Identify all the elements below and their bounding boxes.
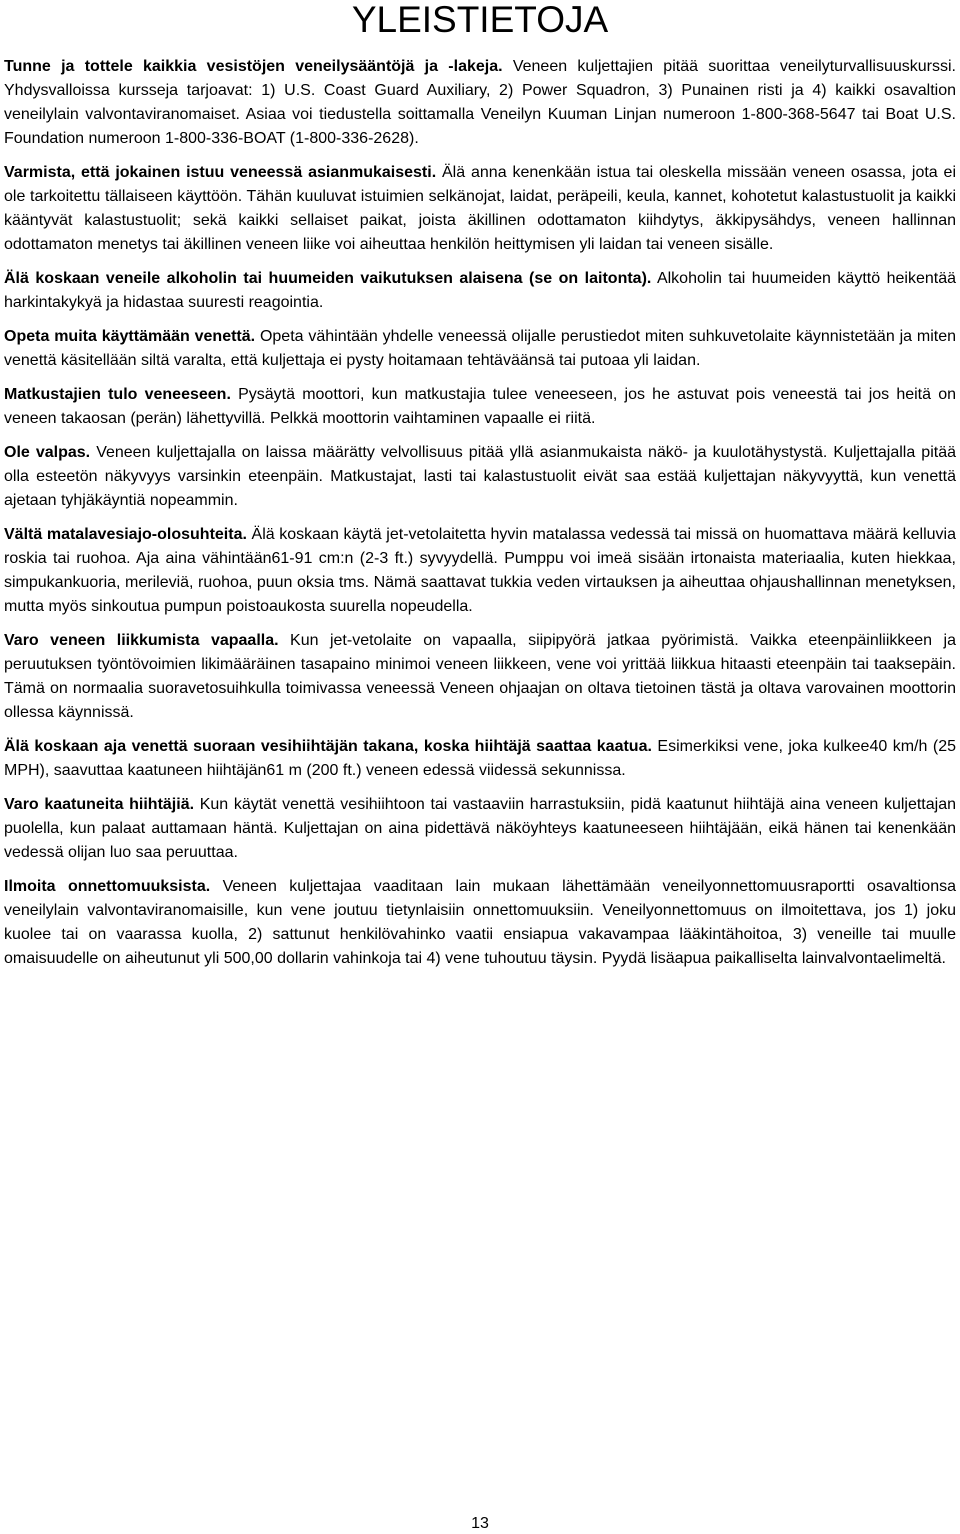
paragraph-lead: Ole valpas. [4,444,91,461]
paragraph-lead: Tunne ja tottele kaikkia vesistöjen veneilysääntöjä ja -lakeja. [4,58,503,75]
paragraph-shallow-water [4,523,956,619]
paragraph-body: Opeta vähintään yhdelle veneessä olijalle perustiedot miten suhkuvetolaite käynnistetään ja miten venettä käsitellään siltä varalta, että kuljettaja ei pysty hoitamaan tehtäväänsä tai putoaa yli laidan. [4,328,956,369]
paragraph-body: Veneen kuljettajien pitää suorittaa veneilyturvallisuuskurssi. Yhdysvalloissa kursseja tarjoavat: 1) U.S. Coast Guard Auxiliary, 2) Power Squadron, 3) Punainen risti ja 4) kaikki osavaltion veneilylain valvontaviranomaiset. Asiaa voi tiedustella soittamalla Veneilyn Kuuman Linjan numeroon 1-800-368-5647 tai Boat U.S. Foundation numeroon 1-800-336-BOAT (1-800-336-2628). [4,58,956,147]
paragraph-skier-behind [4,735,956,783]
page-title: YLEISTIETOJA [351,0,609,40]
paragraph-body: Pysäytä moottori, kun matkustajia tulee veneeseen, jos he astuvat pois veneestä tai jos heitä on veneen takaosan (perän) lähettyvillä. Pelkkä moottorin vaihtaminen vapaalle ei riitä. [4,386,957,427]
paragraph-body: Veneen kuljettajalla on laissa määrätty velvollisuus pitää yllä asianmukaista näkö- ja kuulotähystystä. Kuljettajalla pitää olla esteetön näkyvyys varsinkin eteenpäin. Matkustajat, lasti tai kalastustuolit eivät saa estää kuljettajan näkyvyyttä, kun venettä ajetaan tyhjäkäyntiä nopeammin. [4,444,956,509]
paragraph-lead: Älä koskaan veneile alkoholin tai huumeiden vaikutuksen alaisena (se on laitonta). [4,270,652,287]
paragraph-teach-others [4,325,956,373]
paragraph-lead: Vältä matalavesiajo-olosuhteita. [4,526,247,543]
paragraph-boarding [4,383,956,431]
paragraph-body: Älä anna kenenkään istua tai oleskella missään veneen osassa, jota ei ole tarkoitettu tällaiseen käyttöön. Tähän kuuluvat istuimien selkänojat, laidat, peräpeili, keula, kannet, kohotetut kalastustuolit ja kaikki kääntyvät kalastustuolit; sekä kaikki sellaiset paikat, joista äkillinen odottamaton kiihdytys, äkkipysähdys, veneen hallinnan odottamaton menetys tai äkillinen veneen liike voi aiheuttaa henkilön heittymisen yli laidan tai veneen sisälle. [4,164,956,253]
paragraph-alcohol [4,267,956,315]
document-body [4,55,956,981]
page-number: 13 [471,1515,489,1532]
paragraph-lead: Opeta muita käyttämään venettä. [4,328,256,345]
paragraph-be-alert [4,441,956,513]
paragraph-body: Alkoholin tai huumeiden käyttö heikentää harkintakykyä ja hidastaa suuresti reagointia. [4,270,957,311]
paragraph-boating-laws [4,55,956,151]
paragraph-lead: Älä koskaan aja venettä suoraan vesihiihtäjän takana, koska hiihtäjä saattaa kaatua. [4,738,652,755]
paragraph-lead: Varmista, että jokainen istuu veneessä asianmukaisesti. [4,164,437,181]
paragraph-body: Kun jet-vetolaite on vapaalla, siipipyörä jatkaa pyörimistä. Vaikka eteenpäinliikkeen ja peruutuksen työntövoimien likimääräinen tasapaino minimoi veneen liikkeen, vene voi yrittää liikkua hitaasti eteenpäin tai taaksepäin. Tämä on normaalia suoravetosuihkulla toimivassa veneessä Veneen ohjaajan on oltava tietoinen tästä ja oltava varovainen moottorin ollessa käynnissä. [4,632,957,721]
paragraph-body: Älä koskaan käytä jet-vetolaitetta hyvin matalassa vedessä tai missä on huomattava määrä kelluvia roskia tai ruohoa. Aja aina vähintään61-91 cm:n (2-3 ft.) syvyydellä. Pumppu voi imeä sisään irtonaista materiaalia, kuten hiekkaa, simpukankuoria, merileviä, ruohoa, puun oksia tms. Nämä saattavat tukkia veden virtauksen ja aiheuttaa ohjaushallinnan menetyksen, mutta myös sinkoutua pumpun poistoaukosta suurella nopeudella. [4,526,957,615]
paragraph-body: Kun käytät venettä vesihiihtoon tai vastaaviin harrastuksiin, pidä kaatunut hiihtäjä aina veneen kuljettajan puolella, kun palaat auttamaan häntä. Kuljettajan on aina pidettävä näköyhteys kaatuneeseen hiihtäjään, eikä hänen tai kenenkään vedessä olijan luo saa peruuttaa. [4,796,957,861]
paragraph-neutral-movement [4,629,956,725]
paragraph-body: Veneen kuljettajaa vaaditaan lain mukaan lähettämään veneilyonnettomuusraportti osavaltionsa veneilylain valvontaviranomaisille, kun vene joutuu tietynlaisiin onnettomuuksiin. Veneilyonnettomuus on ilmoitettava, jos 1) joku kuolee tai on vaarassa kuolla, 2) sattunut henkilövahinko vaatii ensiapua vakavampaa lääkintähoitoa, 3) veneille tai muulle omaisuudelle on aiheutunut yli 500,00 dollarin vahinkoja tai 4) vene tuhoutuu täysin. Pyydä lisäapua paikalliselta lainvalvontaelimeltä. [4,878,956,967]
paragraph-lead: Ilmoita onnettomuuksista. [4,878,211,895]
paragraph-lead: Matkustajien tulo veneeseen. [4,386,231,403]
paragraph-report-accidents [4,875,956,971]
paragraph-fallen-skiers [4,793,956,865]
paragraph-lead: Varo kaatuneita hiihtäjiä. [4,796,195,813]
paragraph-lead: Varo veneen liikkumista vapaalla. [4,632,279,649]
paragraph-body: Esimerkiksi vene, joka kulkee40 km/h (25 MPH), saavuttaa kaatuneen hiihtäjän61 m (200 ft.) veneen edessä viidessä sekunnissa. [4,738,956,779]
paragraph-seating [4,161,956,257]
